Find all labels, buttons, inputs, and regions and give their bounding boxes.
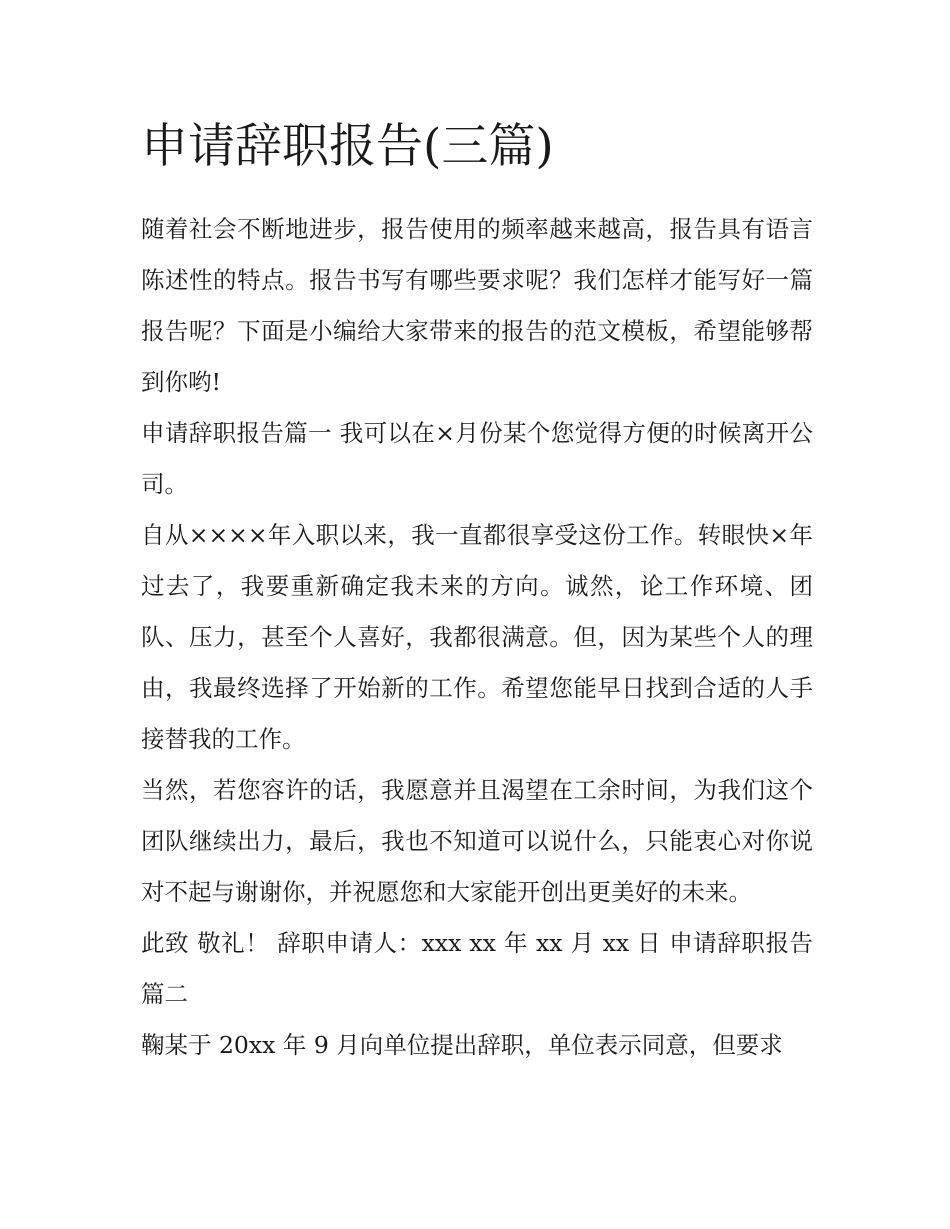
closing-signature-paragraph: 此致 敬礼！ 辞职申请人：xxx xx 年 xx 月 xx 日 申请辞职报告篇二 xyxy=(141,929,813,1008)
body-paragraph: 当然，若您容许的话，我愿意并且渴望在工余时间，为我们这个团队继续出力，最后，我也不知道可以说什么，只能衷心对你说对不起与谢谢你，并祝愿您和大家能开创出更美好的未来。 xyxy=(141,776,813,906)
section-two-paragraph: 鞠某于 20xx 年 9 月向单位提出辞职，单位表示同意，但要求 xyxy=(141,1031,783,1059)
document-title: 申请辞职报告(三篇) xyxy=(141,119,554,174)
body-paragraph: 自从××××年入职以来，我一直都很享受这份工作。转眼快×年过去了，我要重新确定我未来的方向。诚然，论工作环境、团队、压力，甚至个人喜好，我都很满意。但，因为某些个人的理由，我最终选择了开始新的工作。希望您能早日找到合适的人手接替我的工作。 xyxy=(141,521,813,753)
document-body xyxy=(141,112,813,1071)
intro-paragraph: 随着社会不断地进步，报告使用的频率越来越高，报告具有语言陈述性的特点。报告书写有哪些要求呢？我们怎样才能写好一篇报告呢？下面是小编给大家带来的报告的范文模板，希望能够帮到你哟! xyxy=(141,215,813,396)
section-one-opening-paragraph: 申请辞职报告篇一 我可以在×月份某个您觉得方便的时候离开公司。 xyxy=(141,419,813,498)
